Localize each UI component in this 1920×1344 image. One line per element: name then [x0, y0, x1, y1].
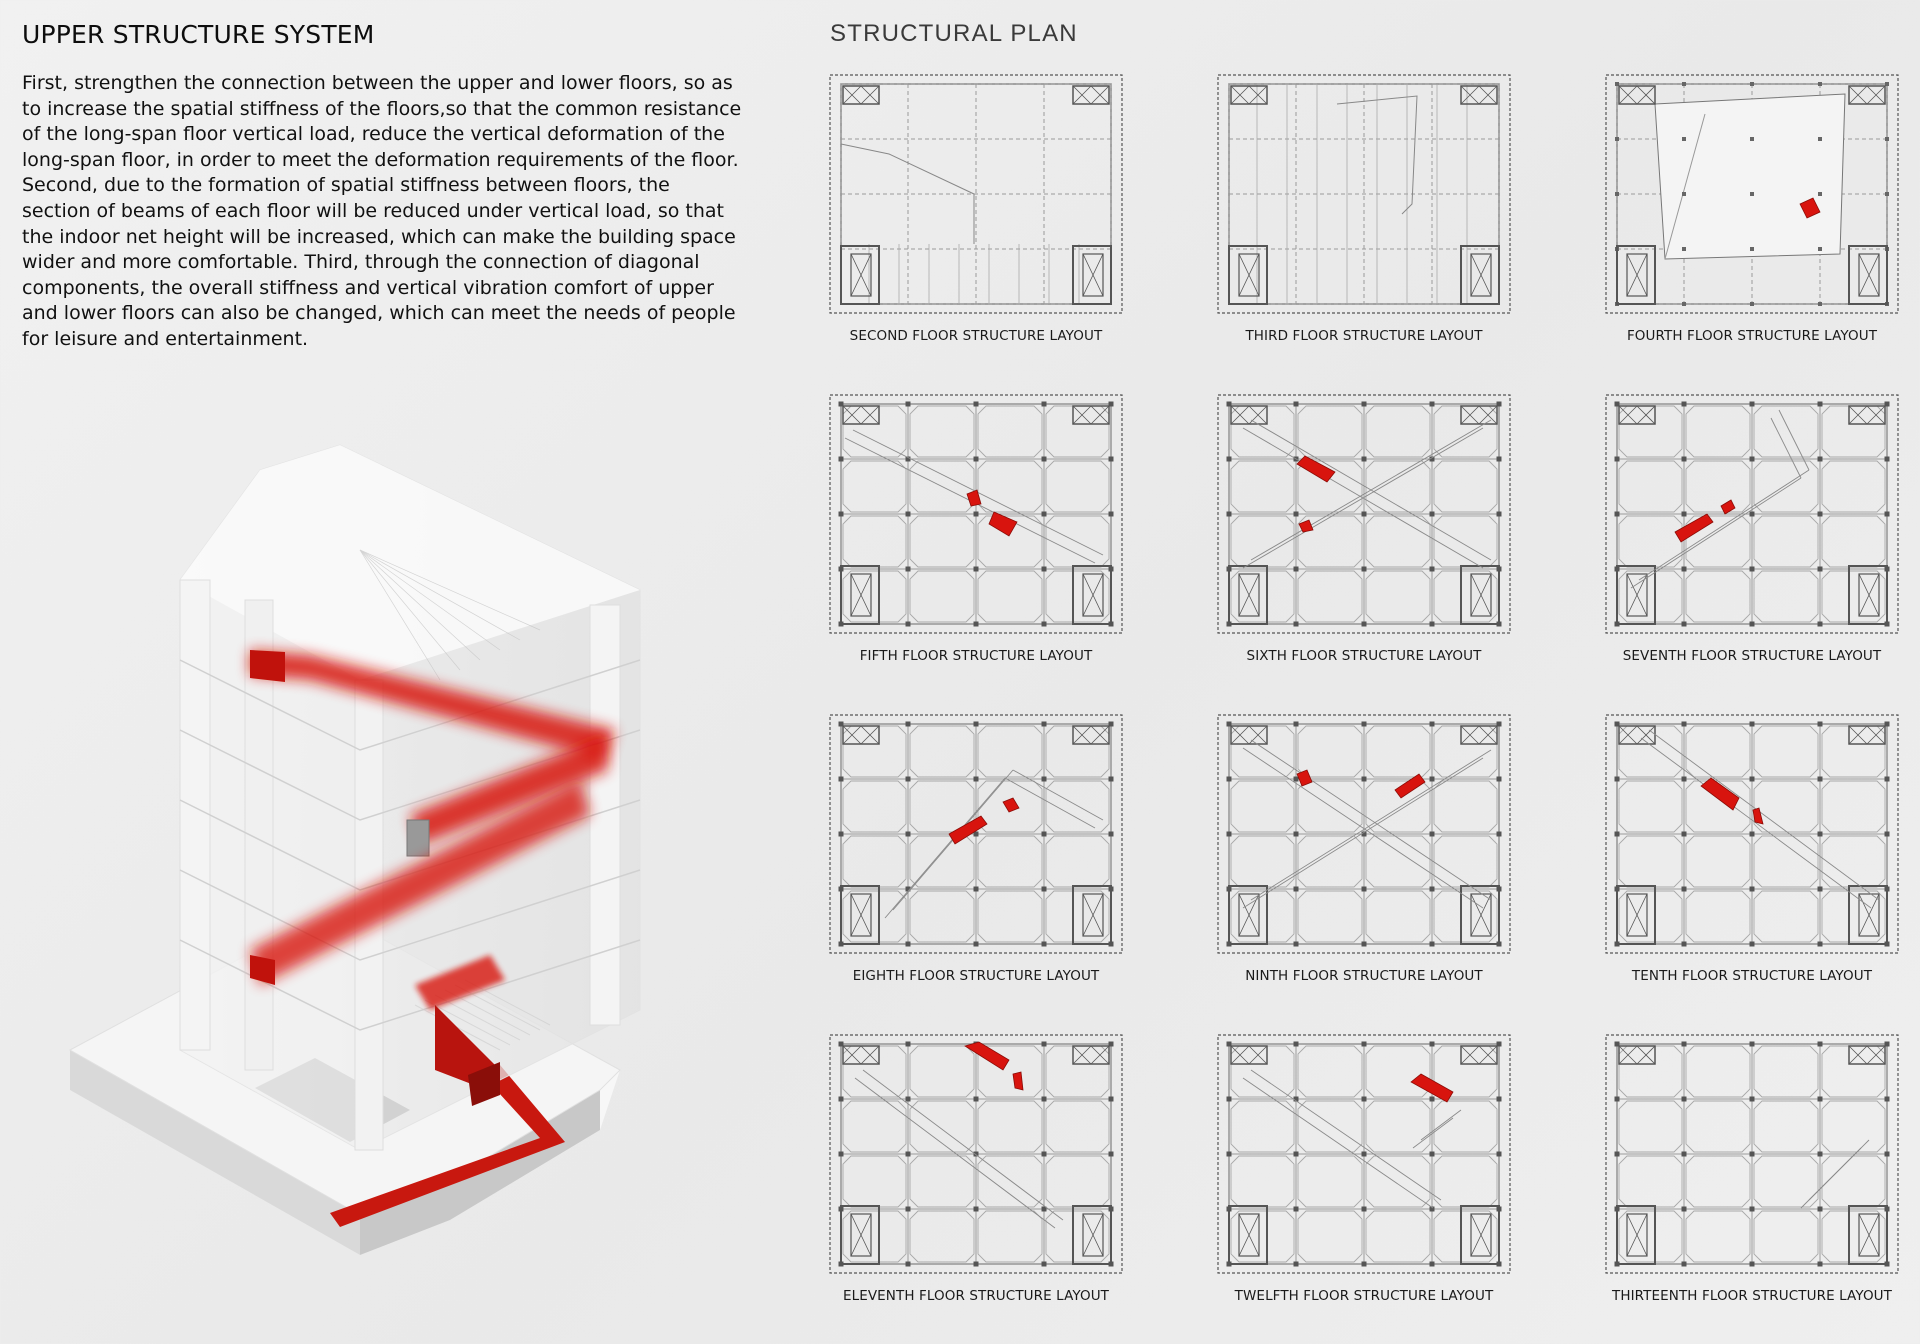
diagonal-band	[1243, 750, 1491, 908]
diagonal-member-highlight	[1299, 520, 1313, 532]
floor-plan-caption: ELEVENTH FLOOR STRUCTURE LAYOUT	[842, 1288, 1110, 1304]
floor-plan-card	[1605, 74, 1920, 374]
floor-plan-caption: TENTH FLOOR STRUCTURE LAYOUT	[1631, 968, 1873, 984]
floor-plan-card	[1217, 714, 1547, 1014]
floor-plan-caption: THIRD FLOOR STRUCTURE LAYOUT	[1245, 328, 1483, 344]
floor-plan-card	[1217, 1034, 1547, 1334]
section-title: UPPER STRUCTURE SYSTEM	[22, 20, 375, 49]
diagonal-band	[1413, 1110, 1461, 1148]
diagonal-band	[1243, 1070, 1441, 1208]
diagonal-band	[855, 1070, 1063, 1228]
floor-plan-card	[1605, 394, 1920, 694]
floor-plan-card	[1217, 394, 1547, 694]
floor-plan-drawing	[1217, 1034, 1511, 1274]
diagonal-band	[1631, 470, 1809, 588]
isometric-building-model	[60, 430, 680, 1290]
diagonal-member-highlight	[1003, 798, 1019, 812]
diagonal-member-highlight	[1013, 1072, 1023, 1090]
floor-plan-drawing	[1217, 74, 1511, 314]
floor-plan-caption: SEVENTH FLOOR STRUCTURE LAYOUT	[1622, 648, 1882, 664]
floor-plan-card	[1217, 74, 1547, 374]
floor-plan-card	[1605, 714, 1920, 1014]
floor-plan-drawing	[829, 1034, 1123, 1274]
floor-plan-drawing	[829, 394, 1123, 634]
diagonal-band	[885, 770, 1013, 918]
floor-plan-caption: SECOND FLOOR STRUCTURE LAYOUT	[849, 328, 1103, 344]
floor-plan-caption: SIXTH FLOOR STRUCTURE LAYOUT	[1246, 648, 1482, 664]
diagonal-band	[1771, 410, 1809, 478]
diagonal-member-highlight	[967, 490, 981, 506]
floor-plan-card	[829, 74, 1159, 374]
diagonal-band	[1243, 740, 1491, 908]
diagonal-member-highlight	[1297, 456, 1335, 482]
floor-plan-drawing	[829, 714, 1123, 954]
floor-plan-caption: THIRTEENTH FLOOR STRUCTURE LAYOUT	[1611, 1288, 1892, 1304]
floor-plan-drawing	[829, 74, 1123, 314]
diagonal-band	[1243, 420, 1491, 568]
floor-plan-caption: NINTH FLOOR STRUCTURE LAYOUT	[1245, 968, 1483, 984]
floor-plan-drawing	[1605, 74, 1899, 314]
floor-plan-caption: FIFTH FLOOR STRUCTURE LAYOUT	[859, 648, 1093, 664]
floor-plan-caption: FOURTH FLOOR STRUCTURE LAYOUT	[1626, 328, 1878, 344]
diagonal-member-highlight	[1675, 514, 1713, 542]
floor-plan-card	[1605, 1034, 1920, 1334]
description-paragraph: First, strengthen the connection between the upper and lower floors, so as to increase the spatial stiffness of the floors,so that the common resistance of the long-span floor vertical load, reduce the vertical deformation of the long-span floor, in order to meet the deformation requirements of the floor. Second, due to the formation of spatial stiffness between floors, the section of beams of each floor will be reduced under vertical load, so that the indoor net height will be increased, which can make the building space wider and more comfortable. Third, through the connection of diagonal components, the overall stiffness and vertical vibration comfort of upper and lower floors can also be changed, which can meet the needs of people for leisure and entertainment.	[22, 72, 742, 350]
floor-plan-card	[829, 1034, 1159, 1334]
floor-plan-caption: EIGHTH FLOOR STRUCTURE LAYOUT	[852, 968, 1100, 984]
floor-plan-drawing	[1605, 714, 1899, 954]
diagonal-member-highlight	[949, 816, 987, 844]
floor-plan-card	[829, 714, 1159, 1014]
floor-plan-card	[829, 394, 1159, 694]
floor-plan-caption: TWELFTH FLOOR STRUCTURE LAYOUT	[1234, 1288, 1494, 1304]
floor-plan-drawing	[1217, 394, 1511, 634]
structural-plan-title: STRUCTURAL PLAN	[830, 20, 1078, 47]
floor-plan-drawing	[1605, 394, 1899, 634]
floor-plan-drawing	[1217, 714, 1511, 954]
floor-plan-drawing	[1605, 1034, 1899, 1274]
